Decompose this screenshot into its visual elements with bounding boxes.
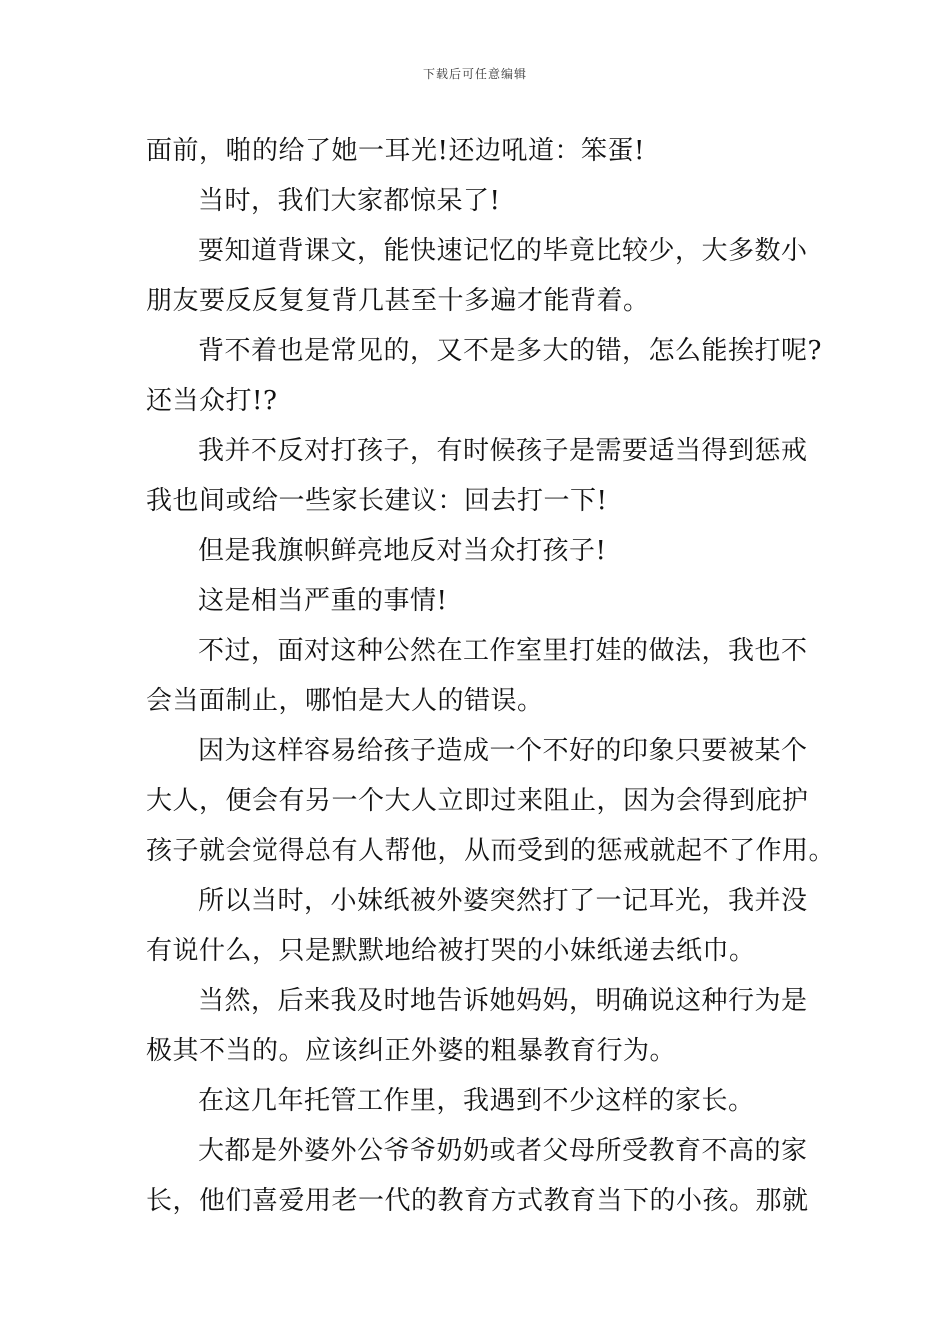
text-line: 要知道背课文，能快速记忆的毕竟比较少，大多数小 (198, 236, 808, 266)
text-line: 当然，后来我及时地告诉她妈妈，明确说这种行为是 (198, 986, 808, 1016)
text-line: 在这几年托管工作里，我遇到不少这样的家长。 (198, 1086, 755, 1116)
text-line: 不过，面对这种公然在工作室里打娃的做法，我也不 (198, 636, 808, 666)
text-line: 所以当时，小妹纸被外婆突然打了一记耳光，我并没 (198, 886, 808, 916)
text-line: 朋友要反反复复背几甚至十多遍才能背着。 (146, 286, 650, 316)
text-line: 有说什么，只是默默地给被打哭的小妹纸递去纸巾。 (146, 936, 756, 966)
text-line: 当时，我们大家都惊呆了! (198, 186, 501, 216)
text-line: 大人，便会有另一个大人立即过来阻止，因为会得到庇护 (146, 786, 809, 816)
article-body (146, 126, 836, 1226)
page-header: 下载后可任意编辑 (422, 67, 527, 81)
text-line: 背不着也是常见的，又不是多大的错，怎么能挨打呢? (198, 336, 822, 366)
text-line: 面前，啪的给了她一耳光!还边吼道：笨蛋! (146, 136, 645, 166)
text-line: 会当面制止，哪怕是大人的错误。 (146, 686, 544, 716)
text-line: 但是我旗帜鲜亮地反对当众打孩子! (198, 536, 607, 566)
text-line: 孩子就会觉得总有人帮他，从而受到的惩戒就起不了作用。 (146, 836, 836, 866)
text-line: 我并不反对打孩子，有时候孩子是需要适当得到惩戒 (198, 436, 808, 466)
text-line: 这是相当严重的事情! (198, 586, 448, 616)
text-line: 大都是外婆外公爷爷奶奶或者父母所受教育不高的家 (198, 1136, 808, 1166)
text-line: 极其不当的。应该纠正外婆的粗暴教育行为。 (146, 1036, 677, 1066)
text-line: 长，他们喜爱用老一代的教育方式教育当下的小孩。那就 (146, 1186, 809, 1216)
text-line: 我也间或给一些家长建议：回去打一下! (146, 486, 608, 516)
text-line: 因为这样容易给孩子造成一个不好的印象只要被某个 (198, 736, 808, 766)
text-line: 还当众打!? (146, 386, 278, 416)
